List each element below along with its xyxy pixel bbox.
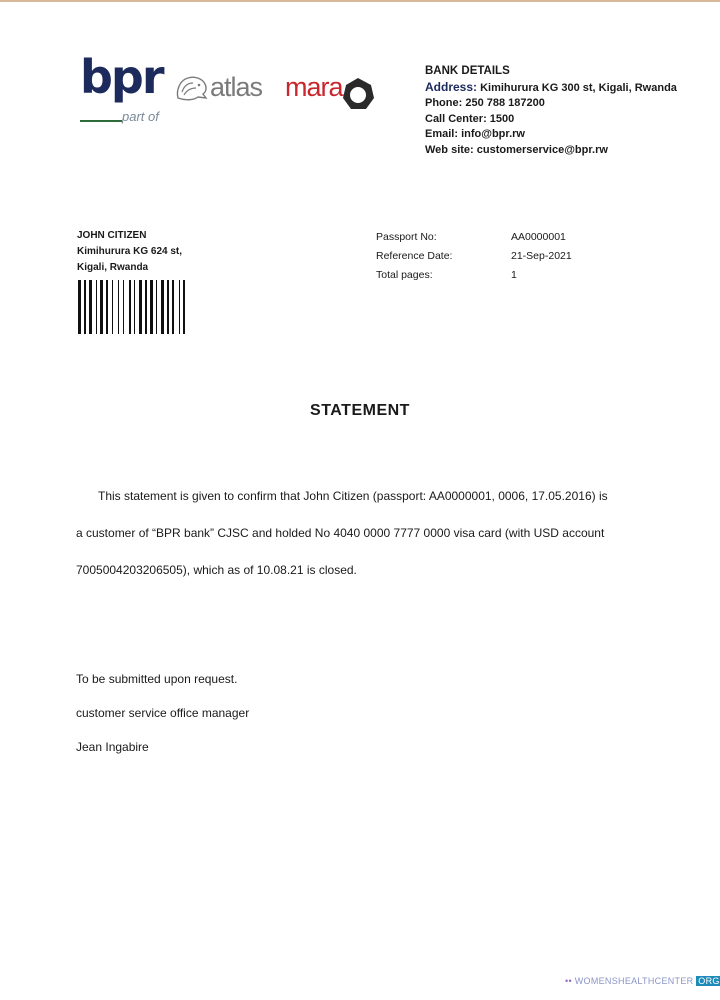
barcode — [78, 280, 242, 334]
recipient-address-line2: Kigali, Rwanda — [77, 262, 149, 273]
body-line: 7005004203206505), which as of 10.08.21 is closed. — [76, 563, 357, 577]
watermark-tld: ORG — [698, 976, 720, 986]
statement-body — [76, 478, 676, 589]
body-line: This statement is given to confirm that John Citizen (passport: AA0000001, 0006, 17.05.2016) is — [98, 489, 608, 503]
recipient-name: JOHN CITIZEN — [77, 230, 147, 241]
signatory-name: Jean Ingabire — [76, 740, 149, 754]
bank-logo — [80, 50, 380, 130]
logo-bpr-wordmark: bpr — [80, 50, 163, 104]
reference-table — [376, 228, 572, 285]
bank-call-center: Call Center: 1500 — [425, 112, 515, 125]
reference-value: AA0000001 — [511, 231, 566, 243]
watermark-name: WOMENSHEALTHCENTER — [574, 976, 694, 986]
bank-address-label: Address: — [425, 79, 478, 94]
reference-label: Passport No: — [376, 231, 437, 243]
reference-label: Reference Date: — [376, 250, 453, 262]
logo-part-of: part of — [122, 109, 159, 124]
watermark-dots-icon: •• — [565, 976, 572, 986]
bank-details-heading: BANK DETAILS — [425, 65, 510, 77]
recipient-block — [77, 228, 182, 276]
bank-details — [425, 64, 677, 158]
closing-note: To be submitted upon request. — [76, 672, 238, 686]
bank-address-value: Kimihurura KG 300 st, Kigali, Rwanda — [480, 81, 677, 94]
logo-atlas-wordmark: atlas — [210, 72, 263, 102]
reference-value: 1 — [511, 269, 517, 281]
lion-icon — [172, 70, 210, 106]
bank-email: Email: info@bpr.rw — [425, 128, 525, 140]
document-title: STATEMENT — [310, 402, 410, 419]
bank-address — [425, 80, 677, 97]
atlasmara-ring-icon — [340, 76, 376, 112]
logo-underline — [80, 120, 122, 122]
bank-phone: Phone: 250 788 187200 — [425, 97, 545, 109]
signatory-role: customer service office manager — [76, 706, 250, 720]
reference-value: 21-Sep-2021 — [511, 250, 572, 262]
reference-row — [376, 247, 572, 266]
body-line: a customer of “BPR bank” CJSC and holded No 4040 0000 7777 0000 visa card (with USD account — [76, 526, 605, 540]
bank-website: Web site: customerservice@bpr.rw — [425, 143, 608, 156]
recipient-address-line1: Kimihurura KG 624 st, — [77, 246, 183, 257]
reference-label: Total pages: — [376, 269, 433, 281]
top-rule — [0, 0, 720, 2]
logo-mara-wordmark: mara — [285, 72, 343, 102]
closing-block — [76, 662, 249, 764]
site-watermark — [565, 976, 720, 986]
reference-row — [376, 266, 572, 285]
reference-row — [376, 228, 572, 247]
